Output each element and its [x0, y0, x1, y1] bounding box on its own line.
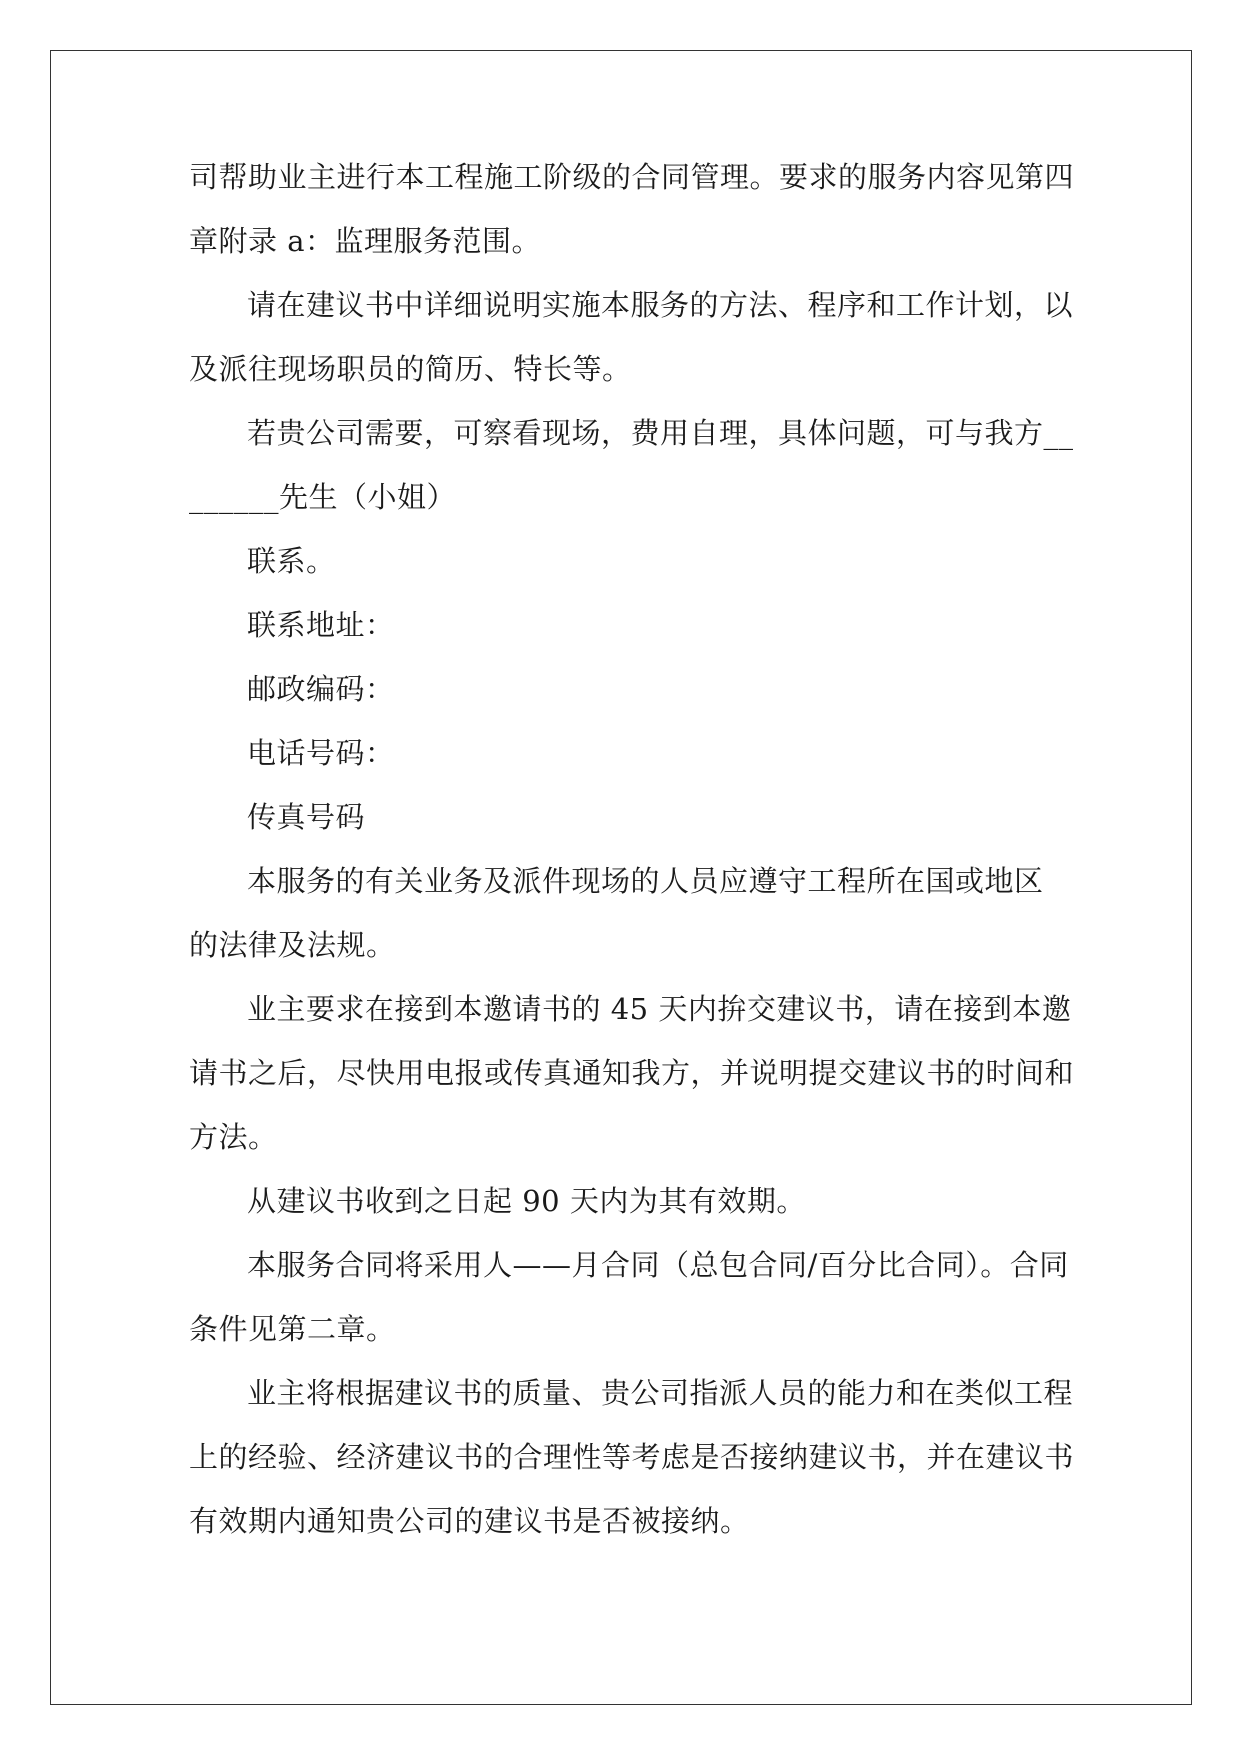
text-line: 本服务的有关业务及派件现场的人员应遵守工程所在国或地区 [247, 864, 1044, 898]
fax-number-label: 传真号码 [247, 800, 366, 834]
text-line: 若贵公司需要，可察看现场，费用自理，具体问题，可与我方__ [247, 416, 1074, 450]
text-line: 业主要求在接到本邀请书的 45 天内拚交建议书，请在接到本邀 [247, 992, 1072, 1026]
text-line: 的法律及法规。 [189, 928, 396, 962]
text-line: 章附录 a：监理服务范围。 [189, 224, 542, 258]
text-line: 上的经验、经济建议书的合理性等考虑是否接纳建议书，并在建议书 [189, 1440, 1075, 1474]
contact-address-label: 联系地址： [247, 608, 395, 642]
phone-number-label: 电话号码： [247, 736, 395, 770]
text-line: 从建议书收到之日起 90 天内为其有效期。 [247, 1184, 806, 1218]
document-body [189, 160, 1075, 1569]
text-line: 条件见第二章。 [189, 1312, 396, 1346]
text-line: 本服务合同将采用人——月合同（总包合同/百分比合同）。合同 [247, 1248, 1069, 1282]
text-line: 联系。 [247, 544, 336, 578]
text-line: 有效期内通知贵公司的建议书是否被接纳。 [189, 1504, 750, 1538]
text-line: 请书之后，尽快用电报或传真通知我方，并说明提交建议书的时间和 [189, 1056, 1075, 1090]
text-line: 及派往现场职员的简历、特长等。 [189, 352, 632, 386]
postal-code-label: 邮政编码： [247, 672, 395, 706]
text-line: ______先生（小姐） [189, 480, 457, 514]
text-line: 方法。 [189, 1120, 278, 1154]
text-line: 业主将根据建议书的质量、贵公司指派人员的能力和在类似工程 [247, 1376, 1074, 1410]
text-line: 请在建议书中详细说明实施本服务的方法、程序和工作计划，以 [247, 288, 1074, 322]
text-line: 司帮助业主进行本工程施工阶级的合同管理。要求的服务内容见第四 [189, 160, 1075, 194]
